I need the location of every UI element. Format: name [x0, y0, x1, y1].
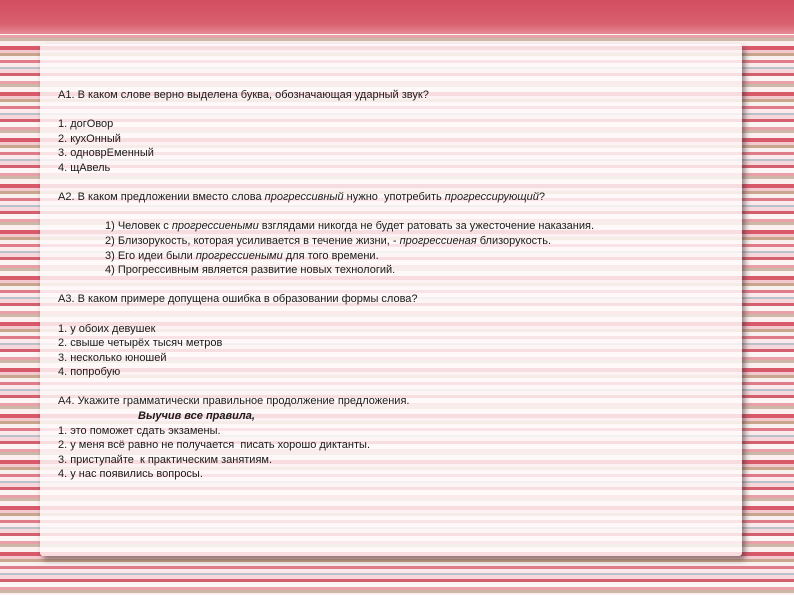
- question-a2-title: А2. В каком предложении вместо слова прогрессивный нужно употребить прогрессирующий?: [58, 191, 545, 204]
- a1-option-4: 4. щАвель: [58, 161, 111, 174]
- question-a3-title: А3. В каком примере допущена ошибка в образовании формы слова?: [58, 293, 418, 306]
- a2-option-4: 4) Прогрессивным является развитие новых технологий.: [105, 264, 396, 277]
- a3-option-1: 1. у обоих девушек: [58, 322, 156, 335]
- a4-lead-phrase: Выучив все правила,: [138, 410, 255, 423]
- slide-sheet: [40, 44, 742, 556]
- a4-option-1: 1. это поможет сдать экзамены.: [58, 424, 221, 437]
- a4-option-4: 4. у нас появились вопросы.: [58, 468, 203, 481]
- top-decor-band: [0, 0, 794, 34]
- a3-option-2: 2. свыше четырёх тысяч метров: [58, 337, 223, 350]
- a4-option-2: 2. у меня всё равно не получается писать хорошо диктанты.: [58, 439, 370, 452]
- question-a1-title: А1. В каком слове верно выделена буква, обозначающая ударный звук?: [58, 89, 429, 101]
- a1-option-2: 2. кухОнный: [58, 132, 121, 145]
- a3-option-3: 3. несколько юношей: [58, 351, 167, 364]
- a2-option-1: 1) Человек с прогрессиеными взглядами никогда не будет ратовать за ужесточение наказания.: [105, 220, 595, 233]
- a2-option-2: 2) Близорукость, которая усиливается в течение жизни, - прогрессиеная близорукость.: [105, 234, 552, 247]
- a1-option-3: 3. одноврЕменный: [58, 147, 154, 160]
- test-content: [58, 88, 728, 482]
- question-a4-title: А4. Укажите грамматически правильное продолжение предложения.: [58, 395, 410, 408]
- a4-option-3: 3. приступайте к практическим занятиям.: [58, 453, 273, 466]
- a3-option-4: 4. попробую: [58, 366, 121, 379]
- a2-option-3: 3) Его идеи были прогрессиеными для того времени.: [105, 249, 379, 262]
- a1-option-1: 1. догОвор: [58, 118, 114, 131]
